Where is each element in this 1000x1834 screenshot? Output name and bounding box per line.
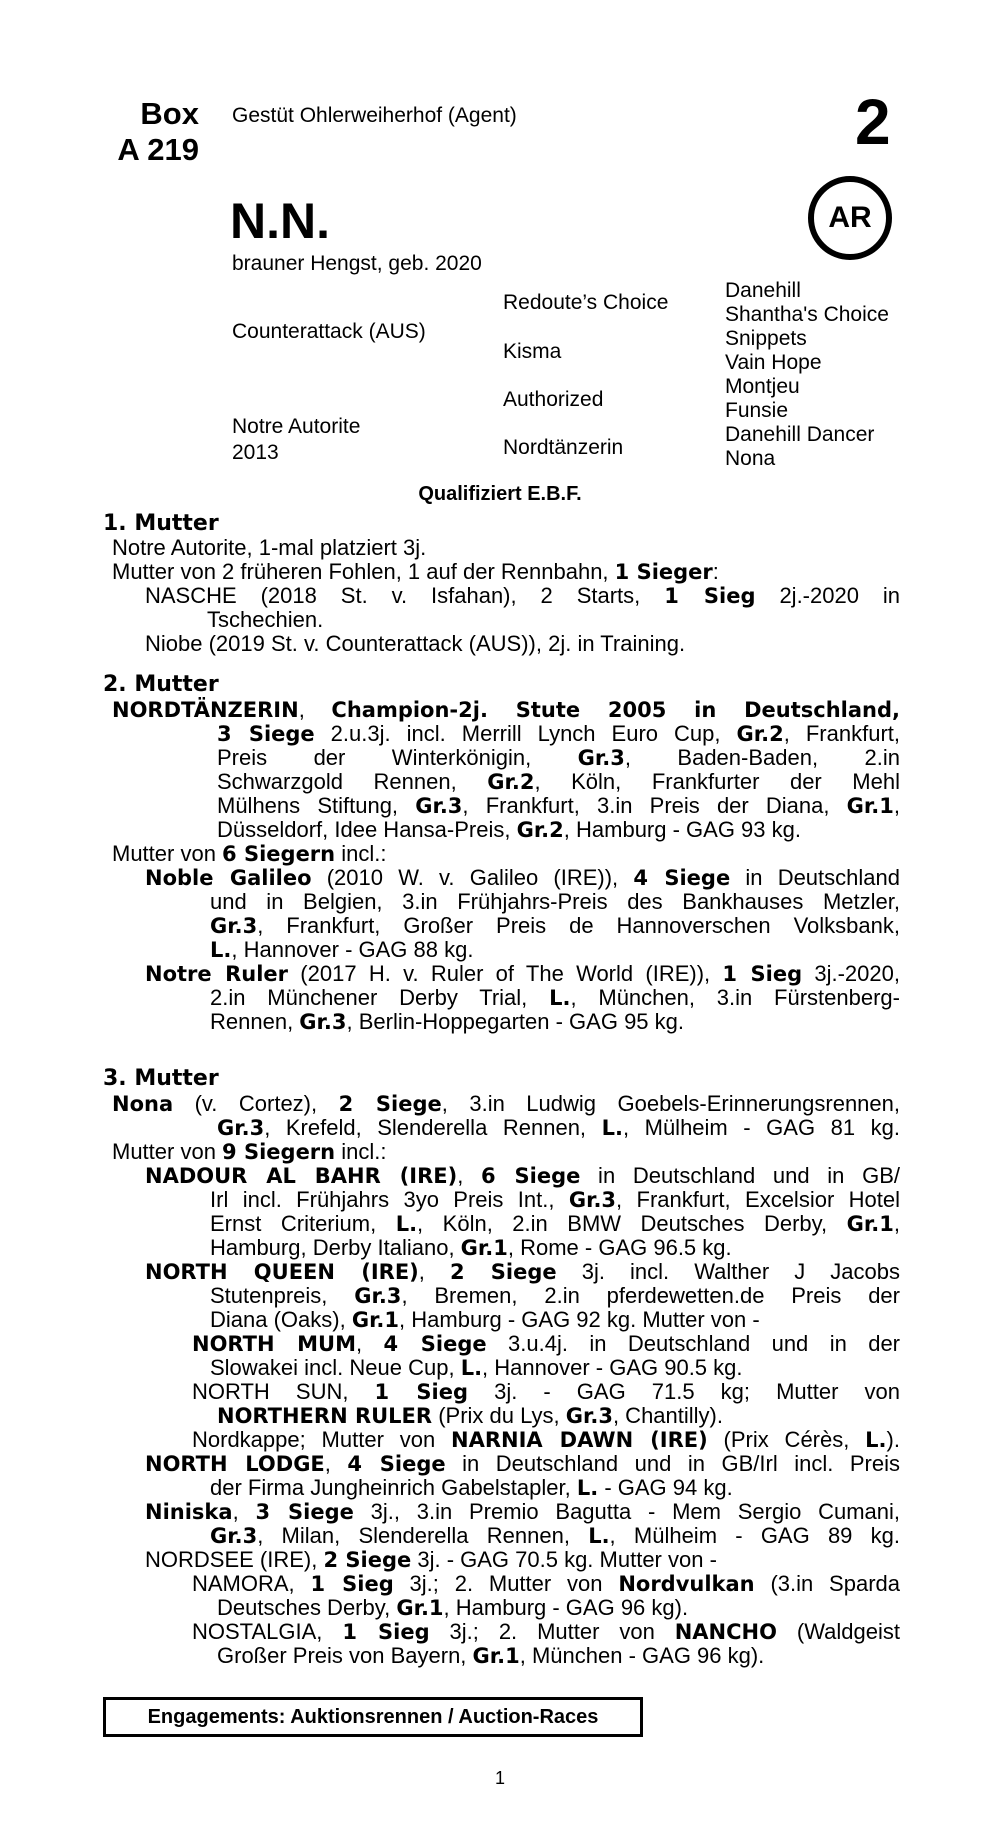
bold-text: 2 Siege — [323, 1548, 412, 1572]
text-segment: Mutter von — [112, 1139, 223, 1164]
pedigree-gen2-2: Kisma — [503, 340, 562, 363]
bold-text: Champion-2j. Stute 2005 in Deutschland, — [331, 698, 900, 722]
bold-text: NORTH MUM — [192, 1332, 357, 1356]
text-segment: NOSTALGIA, — [192, 1619, 343, 1644]
m1-text-line — [112, 560, 719, 584]
text-segment: in Deutschland und in GB/ — [580, 1163, 900, 1188]
text-segment: Mülhens Stiftung, — [217, 793, 416, 818]
section-heading-m2: 2. Mutter — [103, 672, 219, 697]
text-segment: , Baden-Baden, 2.in — [624, 745, 900, 770]
text-segment: Tschechien. — [207, 607, 324, 632]
text-segment: , Hannover - GAG 88 kg. — [231, 937, 474, 962]
text-segment: NAMORA, — [192, 1571, 311, 1596]
text-segment: (Prix Cérès, — [707, 1427, 866, 1452]
text-segment: , München - GAG 96 kg). — [519, 1643, 765, 1668]
m3-text-line — [217, 1644, 764, 1668]
text-segment: , Köln, Frankfurter der Mehl — [534, 769, 900, 794]
lot-number: 2 — [855, 86, 891, 158]
box-label: Box — [140, 96, 199, 131]
text-segment: , — [457, 1163, 481, 1188]
text-segment: der Firma Jungheinrich Gabelstapler, — [210, 1475, 577, 1500]
bold-text: Gr.3 — [210, 914, 258, 938]
m3-text-line — [112, 1140, 386, 1164]
text-segment: Hamburg, Derby Italiano, — [210, 1235, 461, 1260]
m3-text-line — [210, 1476, 733, 1500]
m3-text-line — [192, 1380, 900, 1404]
text-segment: , Krefeld, Slenderella Rennen, — [264, 1115, 602, 1140]
text-segment: 2.in Münchener Derby Trial, — [210, 985, 550, 1010]
text-segment: , Hamburg - GAG 96 kg). — [443, 1595, 689, 1620]
bold-text: Gr.3 — [217, 1116, 265, 1140]
engagements-text: Engagements: Auktionsrennen / Auction-Races — [147, 1705, 599, 1728]
bold-text: Gr.3 — [577, 746, 625, 770]
text-segment: 3j. - GAG 70.5 kg. Mutter von - — [411, 1547, 717, 1572]
bold-text: Nona — [112, 1092, 174, 1116]
text-segment: , 3.in Ludwig Goebels-Erinnerungsrennen, — [441, 1091, 900, 1116]
text-segment: - GAG 94 kg. — [598, 1475, 733, 1500]
horse-name: N.N. — [230, 193, 330, 249]
text-segment: , Rome - GAG 96.5 kg. — [507, 1235, 732, 1260]
bold-text: NANCHO — [674, 1620, 777, 1644]
bold-text: Nordvulkan — [618, 1572, 755, 1596]
bold-text: NADOUR AL BAHR (IRE) — [145, 1164, 458, 1188]
m3-text-line — [210, 1356, 743, 1380]
text-segment: Preis der Winterkönigin, — [217, 745, 578, 770]
bold-text: 2 Siege — [338, 1092, 442, 1116]
text-segment: , Berlin-Hoppegarten - GAG 95 kg. — [346, 1009, 684, 1034]
text-segment: ). — [886, 1427, 900, 1452]
m3-text-line — [145, 1452, 900, 1476]
pedigree-gen3-6: Funsie — [725, 399, 789, 422]
bold-text: 1 Sieger — [614, 560, 713, 584]
box-label-block — [95, 96, 199, 168]
bold-text: Gr.2 — [736, 722, 784, 746]
text-segment: : — [712, 559, 719, 584]
ar-badge-icon — [808, 176, 892, 260]
pedigree-gen3-1: Danehill — [725, 279, 801, 302]
m2-text-line — [217, 794, 900, 818]
m3-text-line — [145, 1548, 717, 1572]
bold-text: Gr.3 — [354, 1284, 402, 1308]
text-segment: (2010 W. v. Galileo (IRE)), — [311, 865, 634, 890]
text-segment: 3j. - GAG 71.5 kg; Mutter von — [468, 1379, 900, 1404]
m2-text-line — [112, 842, 386, 866]
m3-text-line — [192, 1620, 900, 1644]
bold-text: L. — [460, 1356, 483, 1380]
text-segment: incl.: — [335, 1139, 387, 1164]
text-segment: , — [893, 793, 900, 818]
m2-text-line — [210, 890, 900, 914]
bold-text: Niniska — [145, 1500, 233, 1524]
text-segment: , Frankfurt, Großer Preis de Hannoverschen Volksbank, — [257, 913, 900, 938]
bold-text: Gr.1 — [396, 1596, 444, 1620]
m2-text-line — [210, 1010, 684, 1034]
m2-text-line — [145, 866, 900, 890]
m1-text-line — [207, 608, 323, 632]
text-segment: Stutenpreis, — [210, 1283, 355, 1308]
text-segment: 3j.-2020, — [802, 961, 900, 986]
m3-text-line — [192, 1332, 900, 1356]
text-segment: , — [232, 1499, 256, 1524]
m1-text-line — [145, 584, 900, 608]
m2-text-line — [112, 698, 900, 722]
text-segment: , Köln, 2.in BMW Deutsches Derby, — [417, 1211, 847, 1236]
m2-text-line — [217, 746, 900, 770]
text-segment: , — [418, 1259, 450, 1284]
text-segment: Rennen, — [210, 1009, 300, 1034]
m3-text-line — [192, 1572, 900, 1596]
pedigree-gen3-5: Montjeu — [725, 375, 800, 398]
bold-text: 2 Siege — [449, 1260, 557, 1284]
bold-text: L. — [588, 1524, 610, 1548]
text-segment: , Frankfurt, — [783, 721, 900, 746]
owner: Gestüt Ohlerweiherhof (Agent) — [232, 104, 517, 127]
bold-text: L. — [210, 938, 232, 962]
m3-text-line — [217, 1116, 900, 1140]
bold-text: Gr.3 — [415, 794, 463, 818]
m3-text-line — [210, 1236, 732, 1260]
bold-text: 4 Siege — [347, 1452, 446, 1476]
text-segment: , Milan, Slenderella Rennen, — [257, 1523, 589, 1548]
text-segment: in Deutschland und in GB/Irl incl. Preis — [445, 1451, 900, 1476]
text-segment: Düsseldorf, Idee Hansa-Preis, — [217, 817, 517, 842]
bold-text: L. — [601, 1116, 623, 1140]
m3-text-line — [210, 1188, 900, 1212]
bold-text: 6 Siege — [481, 1164, 581, 1188]
m2-text-line — [210, 938, 473, 962]
bold-text: NORTH QUEEN (IRE) — [145, 1260, 419, 1284]
text-segment: NORTH SUN, — [192, 1379, 375, 1404]
m2-text-line — [210, 986, 900, 1010]
pedigree-gen3-7: Danehill Dancer — [725, 423, 875, 446]
pedigree-dam: Notre Autorite — [232, 415, 361, 438]
qualification: Qualifiziert E.B.F. — [418, 483, 582, 505]
m2-text-line — [217, 722, 900, 746]
text-segment: Slowakei incl. Neue Cup, — [210, 1355, 461, 1380]
m3-text-line — [210, 1212, 900, 1236]
bold-text: NARNIA DAWN (IRE) — [451, 1428, 708, 1452]
text-segment: 3.u.4j. in Deutschland und in der — [486, 1331, 901, 1356]
bold-text: Notre Ruler — [145, 962, 289, 986]
bold-text: Gr.1 — [460, 1236, 508, 1260]
text-segment: Irl incl. Frühjahrs 3yo Preis Int., — [210, 1187, 569, 1212]
text-segment: Mutter von 2 früheren Fohlen, 1 auf der Rennbahn, — [112, 559, 615, 584]
text-segment: , Hamburg - GAG 92 kg. Mutter von - — [399, 1307, 760, 1332]
bold-text: L. — [395, 1212, 418, 1236]
text-segment: , — [324, 1451, 348, 1476]
bold-text: Gr.2 — [516, 818, 564, 842]
pedigree-sire: Counterattack (AUS) — [232, 320, 426, 343]
m3-text-line — [145, 1500, 900, 1524]
text-segment: Mutter von — [112, 841, 223, 866]
bold-text: 4 Siege — [633, 866, 731, 890]
bold-text: 1 Sieg — [310, 1572, 394, 1596]
bold-text: 9 Siegern — [222, 1140, 336, 1164]
text-segment: , — [298, 697, 332, 722]
text-segment: in Deutschland — [730, 865, 900, 890]
text-segment: , — [893, 1211, 900, 1236]
bold-text: NORDTÄNZERIN — [112, 698, 299, 722]
engagements-box — [103, 1697, 643, 1737]
text-segment: 3j.; 2. Mutter von — [429, 1619, 675, 1644]
m3-text-line — [217, 1404, 723, 1428]
bold-text: Gr.2 — [487, 770, 535, 794]
bold-text: NORTHERN RULER — [217, 1404, 433, 1428]
pedigree-gen3-8: Nona — [725, 447, 776, 470]
bold-text: 3 Siege — [255, 1500, 354, 1524]
bold-text: L. — [576, 1476, 599, 1500]
bold-text: Gr.1 — [351, 1308, 400, 1332]
pedigree-gen3-4: Vain Hope — [725, 351, 822, 374]
text-segment: Nordkappe; Mutter von — [192, 1427, 452, 1452]
text-segment: (Waldgeist — [776, 1619, 901, 1644]
text-segment: incl.: — [335, 841, 387, 866]
bold-text: Gr.1 — [846, 794, 894, 818]
pedigree-gen3-2: Shantha's Choice — [725, 303, 889, 326]
box-number: A 219 — [117, 132, 199, 167]
text-segment: , München, 3.in Fürstenberg- — [570, 985, 900, 1010]
bold-text: L. — [865, 1428, 887, 1452]
text-segment: , Mülheim - GAG 81 kg. — [622, 1115, 900, 1140]
text-segment: , Chantilly). — [612, 1403, 723, 1428]
m2-text-line — [145, 962, 900, 986]
m3-text-line — [210, 1308, 760, 1332]
pedigree-dam-year: 2013 — [232, 441, 279, 464]
ar-badge-text: AR — [828, 201, 872, 234]
text-segment: 2j.-2020 in — [755, 583, 900, 608]
text-segment: , Hannover - GAG 90.5 kg. — [482, 1355, 743, 1380]
bold-text: Gr.1 — [846, 1212, 894, 1236]
text-segment: , Mülheim - GAG 89 kg. — [609, 1523, 900, 1548]
text-segment: Schwarzgold Rennen, — [217, 769, 488, 794]
bold-text: Gr.3 — [565, 1404, 613, 1428]
text-segment: Großer Preis von Bayern, — [217, 1643, 473, 1668]
m3-text-line — [210, 1284, 900, 1308]
text-segment: , Frankfurt, Excelsior Hotel — [616, 1187, 900, 1212]
text-segment: Ernst Criterium, — [210, 1211, 396, 1236]
text-segment: Diana (Oaks), — [210, 1307, 352, 1332]
bold-text: Gr.3 — [210, 1524, 258, 1548]
section-heading-m1: 1. Mutter — [103, 511, 219, 536]
m3-text-line — [217, 1596, 688, 1620]
page-number: 1 — [494, 1768, 505, 1788]
text-segment: (2017 H. v. Ruler of The World (IRE)), — [288, 961, 723, 986]
bold-text: Gr.1 — [472, 1644, 520, 1668]
text-segment: (v. Cortez), — [173, 1091, 339, 1116]
pedigree-gen2-4: Nordtänzerin — [503, 436, 624, 459]
bold-text: Gr.3 — [568, 1188, 617, 1212]
m3-text-line — [145, 1260, 900, 1284]
bold-text: 1 Sieg — [374, 1380, 469, 1404]
text-segment: NORDSEE (IRE), — [145, 1547, 324, 1572]
text-segment: Deutsches Derby, — [217, 1595, 397, 1620]
pedigree-gen3-3: Snippets — [725, 327, 807, 350]
m3-text-line — [210, 1524, 900, 1548]
m3-text-line — [112, 1092, 900, 1116]
text-segment: , Bremen, 2.in pferdewetten.de Preis der — [401, 1283, 900, 1308]
text-segment: 3j. incl. Walther J Jacobs — [556, 1259, 900, 1284]
text-segment: , — [356, 1331, 384, 1356]
text-segment: 3j.; 2. Mutter von — [393, 1571, 619, 1596]
bold-text: Noble Galileo — [145, 866, 312, 890]
m1-text-line — [145, 632, 685, 656]
bold-text: L. — [549, 986, 571, 1010]
bold-text: 6 Siegern — [222, 842, 336, 866]
text-segment: (3.in Sparda — [754, 1571, 901, 1596]
m1-text-line — [112, 536, 426, 560]
bold-text: 3 Siege — [217, 722, 315, 746]
horse-description: brauner Hengst, geb. 2020 — [232, 252, 482, 275]
bold-text: 1 Sieg — [342, 1620, 430, 1644]
m2-text-line — [217, 770, 900, 794]
bold-text: 1 Sieg — [722, 962, 803, 986]
pedigree-gen2-3: Authorized — [503, 388, 604, 411]
bold-text: 1 Sieg — [664, 584, 756, 608]
text-segment: Notre Autorite, 1-mal platziert 3j. — [112, 535, 427, 560]
text-segment: Niobe (2019 St. v. Counterattack (AUS)), 2j. in Training. — [145, 631, 686, 656]
text-segment: (Prix du Lys, — [432, 1403, 566, 1428]
text-segment: 3j., 3.in Premio Bagutta - Mem Sergio Cumani, — [353, 1499, 901, 1524]
m3-text-line — [192, 1428, 900, 1452]
text-segment: und in Belgien, 3.in Frühjahrs-Preis des Bankhauses Metzler, — [210, 889, 900, 914]
text-segment: , Frankfurt, 3.in Preis der Diana, — [462, 793, 847, 818]
pedigree-gen2-1: Redoute’s Choice — [503, 291, 669, 314]
section-heading-m3: 3. Mutter — [103, 1066, 219, 1091]
text-segment: 2.u.3j. incl. Merrill Lynch Euro Cup, — [314, 721, 737, 746]
m2-text-line — [217, 818, 801, 842]
m2-text-line — [210, 914, 900, 938]
text-segment: NASCHE (2018 St. v. Isfahan), 2 Starts, — [145, 583, 665, 608]
bold-text: NORTH LODGE — [145, 1452, 325, 1476]
text-segment: , Hamburg - GAG 93 kg. — [563, 817, 801, 842]
bold-text: Gr.3 — [299, 1010, 347, 1034]
m3-text-line — [145, 1164, 900, 1188]
bold-text: 4 Siege — [383, 1332, 487, 1356]
